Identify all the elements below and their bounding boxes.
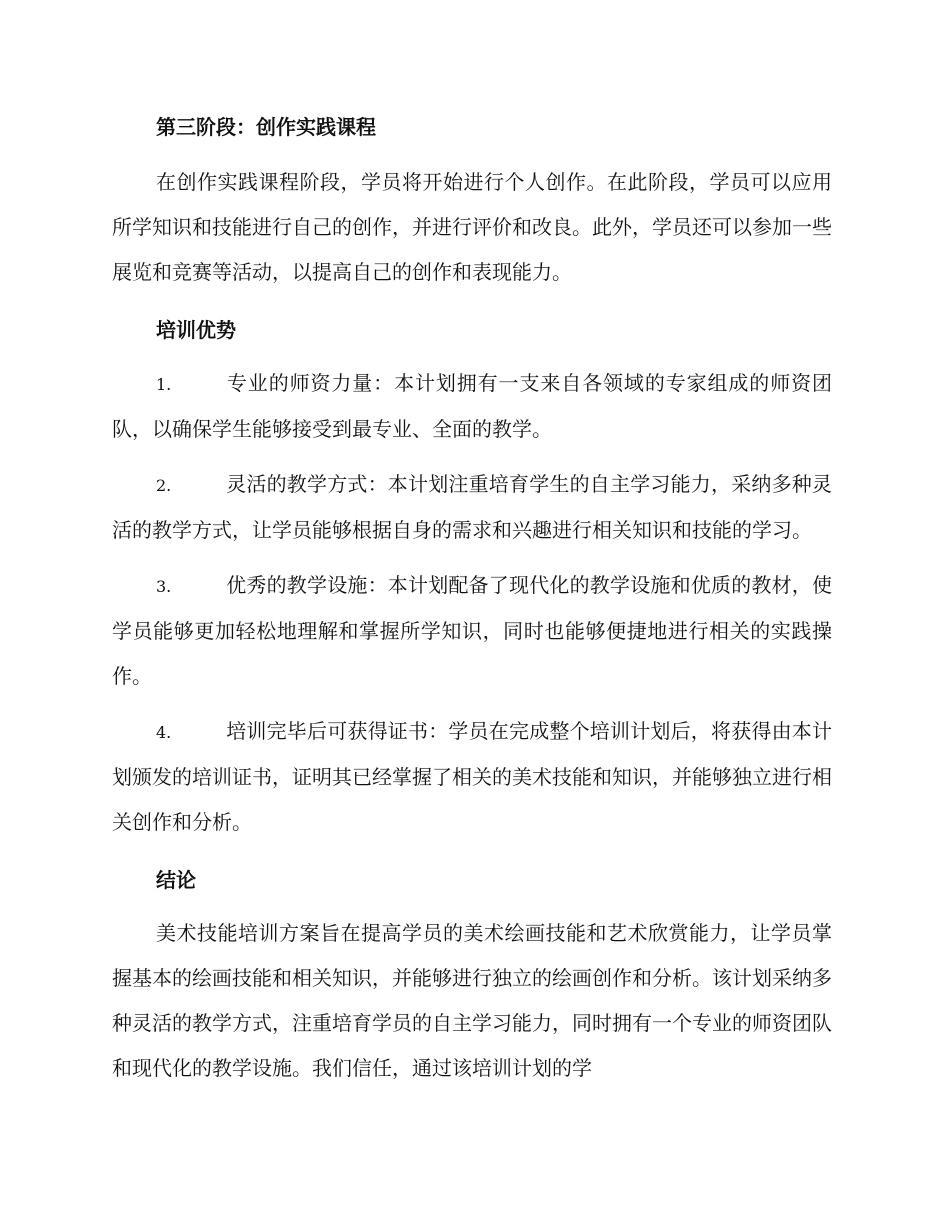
list-item: [112, 361, 832, 452]
list-item-text: 灵活的教学方式：本计划注重培育学生的自主学习能力，采纳多种灵活的教学方式，让学员能够根据自身的需求和兴趣进行相关知识和技能的学习。: [112, 472, 832, 542]
list-number: 2.: [156, 476, 172, 495]
paragraph-stage3: 在创作实践课程阶段，学员将开始进行个人创作。在此阶段，学员可以应用所学知识和技能进行自己的创作，并进行评价和改良。此外，学员还可以参加一些展览和竞赛等活动，以提高自己的创作和表现能力。: [112, 170, 832, 284]
list-number: 3.: [156, 577, 172, 596]
list-number: 4.: [156, 723, 172, 742]
list-item-text: 优秀的教学设施：本计划配备了现代化的教学设施和优质的教材，使学员能够更加轻松地理解和掌握所学知识，同时也能够便捷地进行相关的实践操作。: [112, 573, 832, 688]
list-item: [112, 462, 832, 553]
list-item-text: 专业的师资力量：本计划拥有一支来自各领域的专家组成的师资团队，以确保学生能够接受到最专业、全面的教学。: [112, 371, 832, 441]
list-item: [112, 709, 832, 845]
section-heading-conclusion: 结论: [156, 868, 196, 892]
section-heading-stage3: 第三阶段：创作实践课程: [156, 115, 376, 139]
paragraph-conclusion: 美术技能培训方案旨在提高学员的美术绘画技能和艺术欣赏能力，让学员掌握基本的绘画技能和相关知识，并能够进行独立的绘画创作和分析。该计划采纳多种灵活的教学方式，注重培育学员的自主学习能力，同时拥有一个专业的师资团队和现代化的教学设施。我们信任，通过该培训计划的学: [112, 921, 832, 1080]
list-item: [112, 563, 832, 699]
document-body: [112, 110, 832, 1091]
list-number: 1.: [156, 375, 172, 394]
section-heading-advantages: 培训优势: [156, 318, 236, 342]
list-item-text: 培训完毕后可获得证书：学员在完成整个培训计划后，将获得由本计划颁发的培训证书，证明其已经掌握了相关的美术技能和知识，并能够独立进行相关创作和分析。: [112, 719, 832, 834]
